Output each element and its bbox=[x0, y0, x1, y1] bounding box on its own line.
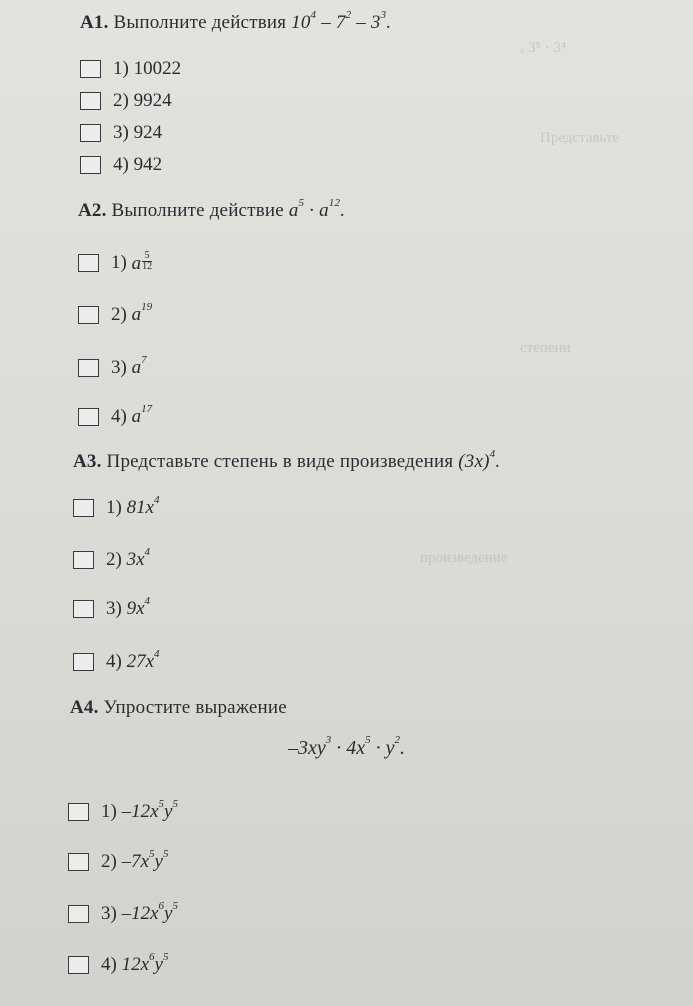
option-a4-1[interactable]: 1) $-12x^5y^5$ bbox=[68, 800, 178, 824]
option-a1-2[interactable]: 2) 9924 bbox=[80, 89, 172, 113]
checkbox[interactable] bbox=[78, 408, 99, 426]
checkbox[interactable] bbox=[78, 254, 99, 272]
checkbox[interactable] bbox=[68, 853, 89, 871]
option-a3-3[interactable]: 3) $9x^4$ bbox=[73, 597, 150, 621]
checkbox[interactable] bbox=[80, 60, 101, 78]
question-a1-title: А1. Выполните действия $10^4 - 7^2 - 3^3$. bbox=[80, 8, 392, 33]
bleed-through-text: степени bbox=[520, 340, 571, 356]
question-a1-expression: $10^4 - 7^2 - 3^3$. bbox=[291, 8, 392, 33]
option-a2-1[interactable]: 1) a $\frac{5}{12}$ bbox=[78, 251, 152, 275]
checkbox[interactable] bbox=[80, 156, 101, 174]
checkbox[interactable] bbox=[80, 124, 101, 142]
fraction-five-twelfths: $\frac{5}{12}$ bbox=[142, 250, 153, 272]
option-a3-1[interactable]: 1) $81x^4$ bbox=[73, 496, 160, 520]
question-a3-title: А3. Представьте степень в виде произведения $(3x)^4$. bbox=[73, 447, 501, 472]
option-a2-3[interactable]: 3) $a^7$ bbox=[78, 356, 147, 380]
checkbox[interactable] bbox=[68, 905, 89, 923]
checkbox[interactable] bbox=[73, 551, 94, 569]
bleed-through-text: произведение bbox=[420, 550, 508, 566]
bleed-through-text: Представьте bbox=[540, 130, 620, 146]
question-a2-title: А2. Выполните действие $a^5 \cdot a^{12}$. bbox=[78, 196, 346, 221]
option-a3-2[interactable]: 2) $3x^4$ bbox=[73, 548, 150, 572]
checkbox[interactable] bbox=[68, 803, 89, 821]
option-a2-4[interactable]: 4) $a^{17}$ bbox=[78, 405, 152, 429]
bleed-through-text: ₓ 3⁵ · 3⁴ bbox=[520, 40, 567, 56]
checkbox[interactable] bbox=[78, 359, 99, 377]
option-a1-3[interactable]: 3) 924 bbox=[80, 121, 162, 145]
option-a2-2[interactable]: 2) $a^{19}$ bbox=[78, 303, 152, 327]
checkbox[interactable] bbox=[78, 306, 99, 324]
question-a4-title: А4. Упростите выражение bbox=[70, 697, 287, 718]
question-a4-expression: $-3xy^3 \cdot 4x^5 \cdot y^2$. bbox=[288, 734, 406, 759]
question-a2-expression: $a^5 \cdot a^{12}$. bbox=[288, 196, 346, 221]
checkbox[interactable] bbox=[73, 653, 94, 671]
option-a1-1[interactable]: 1) 10022 bbox=[80, 57, 181, 81]
question-a3-expression: $(3x)^4$. bbox=[458, 447, 501, 472]
checkbox[interactable] bbox=[73, 499, 94, 517]
checkbox[interactable] bbox=[68, 956, 89, 974]
option-a4-2[interactable]: 2) $-7x^5y^5$ bbox=[68, 850, 168, 874]
checkbox[interactable] bbox=[80, 92, 101, 110]
option-a4-3[interactable]: 3) $-12x^6y^5$ bbox=[68, 902, 178, 926]
option-a1-4[interactable]: 4) 942 bbox=[80, 153, 162, 177]
checkbox[interactable] bbox=[73, 600, 94, 618]
option-a3-4[interactable]: 4) $27x^4$ bbox=[73, 650, 160, 674]
option-a4-4[interactable]: 4) $12x^6y^5$ bbox=[68, 953, 168, 977]
